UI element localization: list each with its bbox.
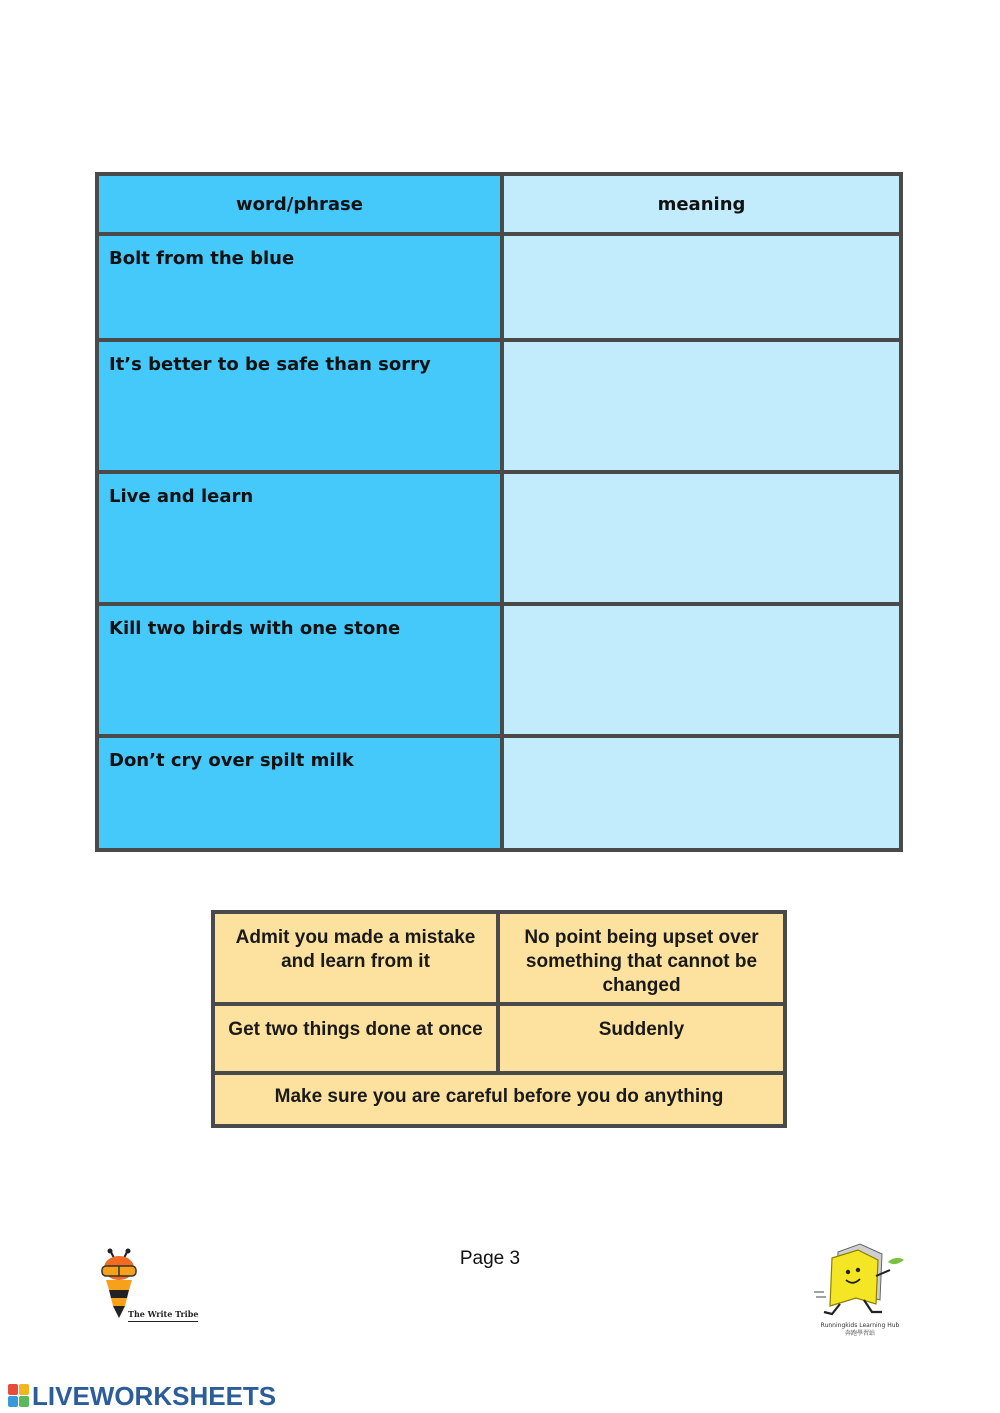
meaning-drop-zone[interactable] <box>504 342 899 470</box>
phrase-cell: It’s better to be safe than sorry <box>99 342 500 470</box>
write-tribe-caption: The Write Tribe <box>128 1309 198 1322</box>
runningkids-caption-zh: 奔跑學習站 <box>844 1330 875 1337</box>
header-word-phrase: word/phrase <box>99 176 500 232</box>
meaning-drop-zone[interactable] <box>504 474 899 602</box>
meaning-drop-zone[interactable] <box>504 738 899 848</box>
answer-option[interactable]: Suddenly <box>500 1006 783 1071</box>
phrase-cell: Don’t cry over spilt milk <box>99 738 500 848</box>
meaning-drop-zone[interactable] <box>504 606 899 734</box>
brand-name: LIVEWORKSHEETS <box>32 1380 277 1411</box>
liveworksheets-brand <box>8 1381 276 1411</box>
header-meaning: meaning <box>504 176 899 232</box>
answer-option[interactable]: Admit you made a mistake and learn from it <box>215 914 496 1002</box>
phrase-cell: Kill two birds with one stone <box>99 606 500 734</box>
answer-option[interactable]: Make sure you are careful before you do anything <box>215 1075 783 1124</box>
meaning-drop-zone[interactable] <box>504 236 899 338</box>
running-book-icon <box>810 1240 910 1322</box>
answer-bank <box>211 910 787 1128</box>
runningkids-caption-en: Runningkids Learning Hub <box>820 1322 900 1329</box>
vocabulary-table <box>95 172 903 852</box>
answer-option[interactable]: Get two things done at once <box>215 1006 496 1071</box>
liveworksheets-blocks-icon <box>8 1384 30 1408</box>
page-number: Page 3 <box>459 1248 521 1269</box>
runningkids-caption <box>810 1322 910 1338</box>
runningkids-logo <box>810 1240 910 1344</box>
phrase-cell: Bolt from the blue <box>99 236 500 338</box>
phrase-cell: Live and learn <box>99 474 500 602</box>
answer-option[interactable]: No point being upset over something that cannot be changed <box>500 914 783 1002</box>
